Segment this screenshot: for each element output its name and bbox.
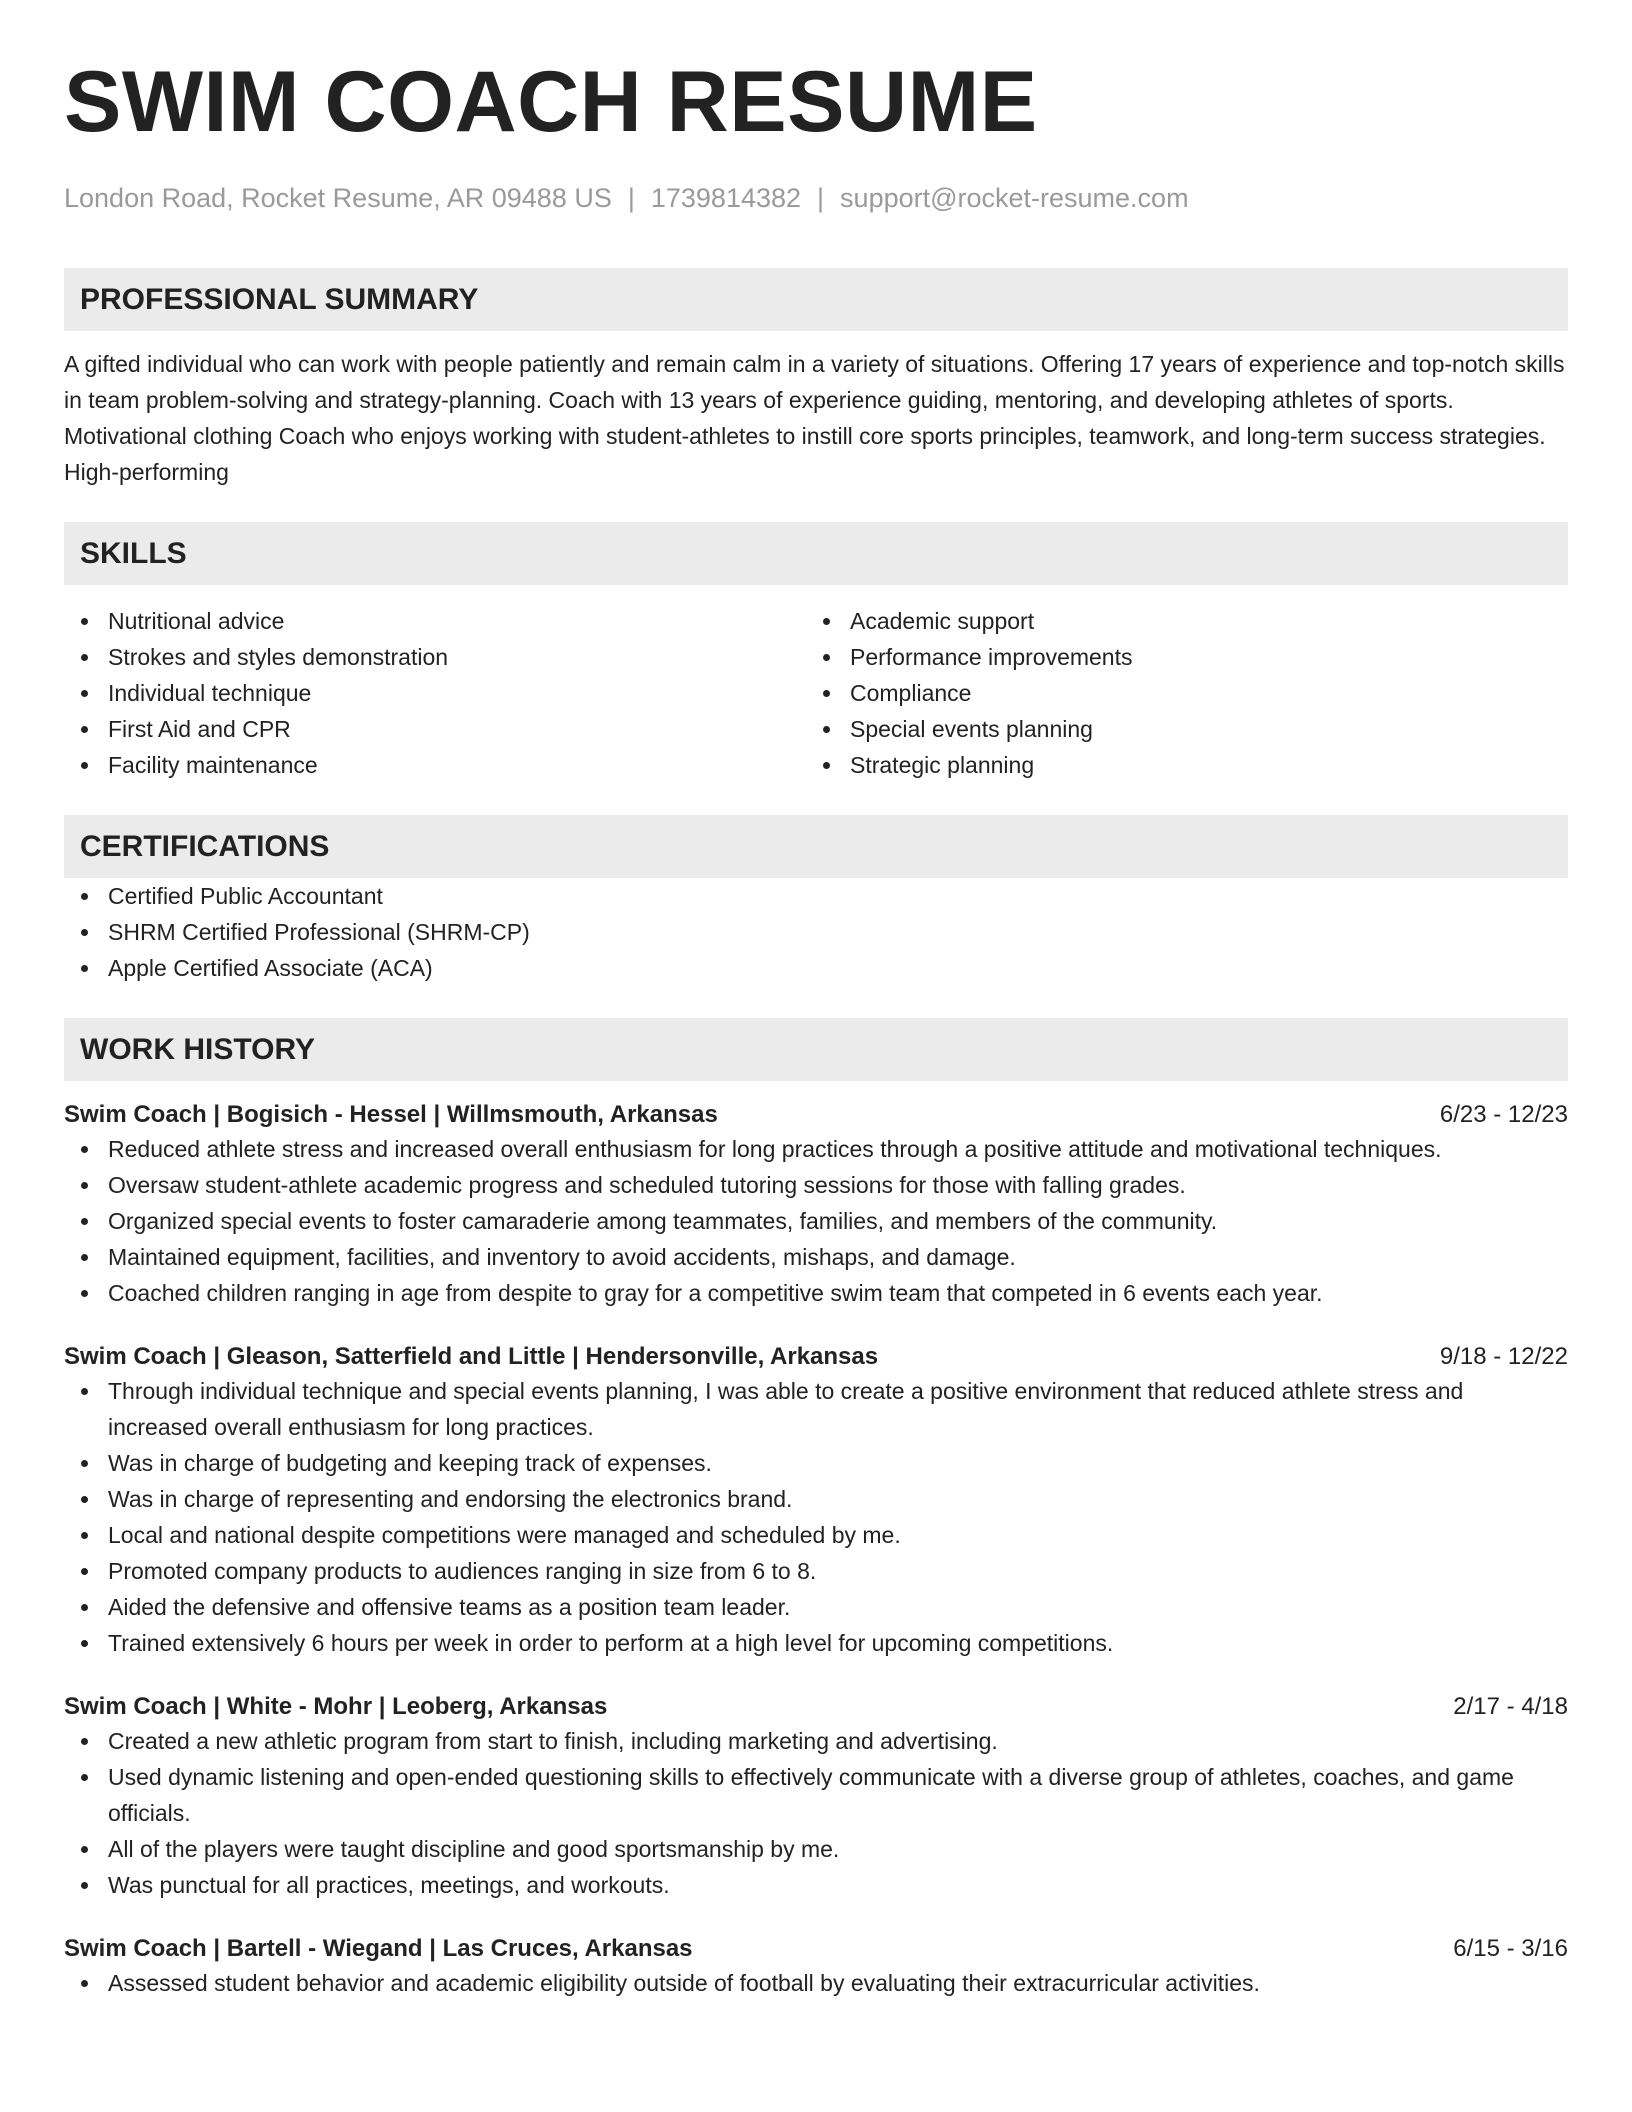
job-bullet-list (64, 1965, 1568, 2001)
section-header-skills: SKILLS (64, 522, 1568, 585)
job-bullet: Promoted company products to audiences ranging in size from 6 to 8. (64, 1553, 1568, 1589)
job-title: Swim Coach | Bogisich - Hessel | Willmsmouth, Arkansas (64, 1101, 718, 1128)
skills-list-left (64, 603, 806, 783)
job-dates: 6/15 - 3/16 (1453, 1935, 1568, 1962)
job-header (64, 1691, 1568, 1723)
skill-item: Individual technique (64, 675, 806, 711)
skill-item: Strategic planning (806, 747, 1548, 783)
contact-separator: | (817, 183, 825, 213)
skills-column-left (64, 603, 806, 783)
job-dates: 9/18 - 12/22 (1439, 1343, 1568, 1370)
section-header-work-history: WORK HISTORY (64, 1018, 1568, 1081)
contact-separator: | (627, 183, 635, 213)
job-bullet: Used dynamic listening and open-ended questioning skills to effectively communicate with a diverse group of athletes, coaches, and game officials. (64, 1759, 1568, 1831)
skill-item: Strokes and styles demonstration (64, 639, 806, 675)
job-bullet: Coached children ranging in age from despite to gray for a competitive swim team that competed in 6 events each year. (64, 1275, 1568, 1311)
skill-item: Facility maintenance (64, 747, 806, 783)
job-header (64, 1341, 1568, 1373)
certifications-list (64, 878, 1568, 986)
job-bullet: Was in charge of budgeting and keeping track of expenses. (64, 1445, 1568, 1481)
skills-grid (64, 603, 1568, 783)
job-entry (64, 1099, 1568, 1311)
skill-item: Nutritional advice (64, 603, 806, 639)
job-bullet: Organized special events to foster camaraderie among teammates, families, and members of the community. (64, 1203, 1568, 1239)
contact-phone: 1739814382 (650, 183, 802, 213)
skill-item: Compliance (806, 675, 1548, 711)
job-bullet-list (64, 1373, 1568, 1661)
job-title: Swim Coach | White - Mohr | Leoberg, Arkansas (64, 1693, 608, 1720)
job-bullet: Was punctual for all practices, meetings, and workouts. (64, 1867, 1568, 1903)
job-dates: 2/17 - 4/18 (1453, 1693, 1568, 1720)
job-title: Swim Coach | Gleason, Satterfield and Little | Hendersonville, Arkansas (64, 1343, 879, 1370)
job-header (64, 1099, 1568, 1131)
certification-item: SHRM Certified Professional (SHRM-CP) (64, 914, 1568, 950)
job-bullet: Created a new athletic program from start to finish, including marketing and advertising. (64, 1723, 1568, 1759)
job-entry (64, 1341, 1568, 1661)
certification-item: Apple Certified Associate (ACA) (64, 950, 1568, 986)
job-header (64, 1933, 1568, 1965)
job-bullet: Maintained equipment, facilities, and inventory to avoid accidents, mishaps, and damage. (64, 1239, 1568, 1275)
job-entry (64, 1933, 1568, 2001)
skill-item: Special events planning (806, 711, 1548, 747)
skill-item: Performance improvements (806, 639, 1548, 675)
contact-address: London Road, Rocket Resume, AR 09488 US (64, 183, 612, 213)
job-bullet: Reduced athlete stress and increased overall enthusiasm for long practices through a positive attitude and motivational techniques. (64, 1131, 1568, 1167)
skills-column-right (806, 603, 1548, 783)
summary-text: A gifted individual who can work with people patiently and remain calm in a variety of situations. Offering 17 years of experience and top-notch skills in team problem-solving and strategy-planning. Coach with 13 years of experience guiding, mentoring, and developing athletes of sports. Motivational clothing Coach who enjoys working with student-athletes to instill core sports principles, teamwork, and long-term success strategies. High-performing (64, 351, 1565, 485)
contact-line (64, 182, 1568, 214)
job-bullet-list (64, 1131, 1568, 1311)
contact-email: support@rocket-resume.com (840, 183, 1189, 213)
job-bullet-list (64, 1723, 1568, 1903)
job-dates: 6/23 - 12/23 (1439, 1101, 1568, 1128)
skill-item: Academic support (806, 603, 1548, 639)
job-entry (64, 1691, 1568, 1903)
skill-item: First Aid and CPR (64, 711, 806, 747)
job-bullet: All of the players were taught discipline and good sportsmanship by me. (64, 1831, 1568, 1867)
resume-title: SWIM COACH RESUME (64, 54, 1038, 150)
certification-item: Certified Public Accountant (64, 878, 1568, 914)
job-bullet: Local and national despite competitions were managed and scheduled by me. (64, 1517, 1568, 1553)
job-bullet: Through individual technique and special events planning, I was able to create a positive environment that reduced athlete stress and increased overall enthusiasm for long practices. (64, 1373, 1568, 1445)
job-bullet: Was in charge of representing and endorsing the electronics brand. (64, 1481, 1568, 1517)
job-bullet: Assessed student behavior and academic eligibility outside of football by evaluating their extracurricular activities. (64, 1965, 1568, 2001)
job-bullet: Oversaw student-athlete academic progress and scheduled tutoring sessions for those with falling grades. (64, 1167, 1568, 1203)
job-title: Swim Coach | Bartell - Wiegand | Las Cruces, Arkansas (64, 1935, 693, 1962)
section-header-summary: PROFESSIONAL SUMMARY (64, 268, 1568, 331)
skills-list-right (806, 603, 1548, 783)
section-header-certifications: CERTIFICATIONS (64, 815, 1568, 878)
job-bullet: Trained extensively 6 hours per week in order to perform at a high level for upcoming competitions. (64, 1625, 1568, 1661)
job-bullet: Aided the defensive and offensive teams as a position team leader. (64, 1589, 1568, 1625)
